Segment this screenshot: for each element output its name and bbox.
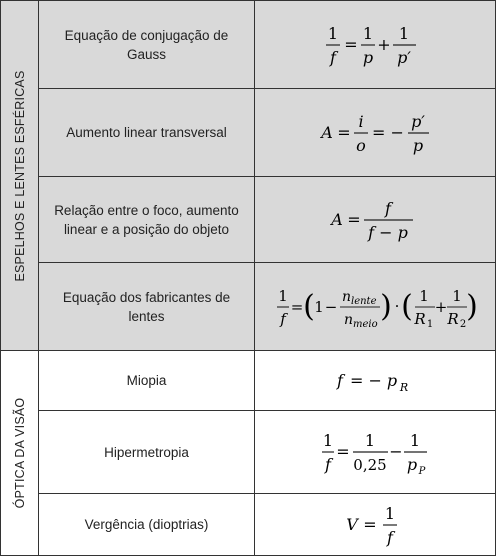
relacao-den: f − p bbox=[368, 222, 408, 242]
miopia-eq: = − bbox=[350, 370, 382, 390]
fab-r1-num: 1 bbox=[419, 286, 429, 305]
hip-lhs-num: 1 bbox=[322, 431, 334, 450]
fab-nlente: n bbox=[342, 288, 352, 305]
verg-den: f bbox=[387, 527, 393, 547]
formula-hipermetropia bbox=[255, 411, 496, 494]
fab-nlente-sub: lente bbox=[351, 295, 377, 307]
fab-eq: = bbox=[290, 297, 304, 316]
gauss-equation bbox=[320, 15, 430, 75]
fab-lhs-den: f bbox=[280, 309, 286, 328]
gauss-t2-den: p′ bbox=[397, 47, 411, 67]
row-description: Equação dos fabricantes de lentes bbox=[39, 263, 255, 351]
aumento-eq1: = bbox=[337, 122, 351, 142]
hip-eq: = bbox=[336, 442, 350, 461]
verg-lhs: V bbox=[346, 514, 358, 534]
hip-minus: − bbox=[389, 442, 403, 461]
relacao-lhs: A bbox=[331, 209, 343, 229]
verg-eq: = bbox=[363, 514, 377, 534]
miopia-lhs: f bbox=[337, 370, 343, 390]
verg-num: 1 bbox=[384, 503, 396, 523]
miopia-equation bbox=[330, 364, 420, 398]
aumento-lhs: A bbox=[321, 122, 333, 142]
table-row bbox=[1, 89, 496, 177]
gauss-eq: = bbox=[344, 34, 358, 54]
hip-t1-den: 0,25 bbox=[353, 456, 387, 474]
fab-minus: − bbox=[324, 297, 338, 316]
miopia-rhs-sub: R bbox=[399, 380, 409, 394]
table-row bbox=[1, 263, 496, 351]
gauss-t1-den: p bbox=[362, 47, 374, 67]
formula-vergencia bbox=[255, 494, 496, 556]
table-row bbox=[1, 351, 496, 411]
group-cell-espelhos bbox=[1, 1, 39, 351]
hipermetropia-equation bbox=[320, 422, 430, 482]
table-row bbox=[1, 177, 496, 263]
formula-aumento bbox=[255, 89, 496, 177]
relacao-eq: = bbox=[347, 209, 361, 229]
group-cell-optica bbox=[1, 351, 39, 556]
relacao-num: f bbox=[385, 198, 391, 218]
row-description: Vergência (dioptrias) bbox=[39, 494, 255, 556]
fab-plus: + bbox=[434, 297, 448, 316]
fab-one: 1 bbox=[314, 297, 324, 316]
group-label-espelhos: ESPELHOS E LENTES ESFÉRICAS bbox=[12, 69, 27, 282]
hip-t2-den: p bbox=[406, 455, 418, 474]
aumento-f2-den: p bbox=[412, 135, 424, 155]
fab-paren-close-1: ) bbox=[380, 288, 392, 324]
gauss-lhs-den: f bbox=[330, 47, 336, 67]
hip-t2-num: 1 bbox=[409, 431, 421, 450]
fab-r2-sub: 2 bbox=[459, 318, 467, 330]
fab-paren-open-1: ( bbox=[303, 288, 315, 324]
formula-fabricantes bbox=[255, 263, 496, 351]
group-label-optica: ÓPTICA DA VISÃO bbox=[12, 397, 27, 509]
formula-gauss bbox=[255, 1, 496, 89]
aumento-eq2: = − bbox=[372, 122, 404, 142]
aumento-f1-num: i bbox=[358, 111, 364, 131]
hip-t2-sub: P bbox=[418, 466, 426, 477]
row-description: Hipermetropia bbox=[39, 411, 255, 494]
aumento-f2-num: p′ bbox=[411, 111, 425, 131]
row-description: Relação entre o foco, aumento linear e a posição do objeto bbox=[39, 177, 255, 263]
gauss-t1-num: 1 bbox=[362, 23, 374, 43]
hip-lhs-den: f bbox=[325, 455, 331, 474]
relacao-equation bbox=[325, 190, 425, 250]
fab-paren-open-2: ( bbox=[401, 288, 413, 324]
fab-nmeio: n bbox=[344, 311, 354, 328]
row-description: Equação de conjugação de Gauss bbox=[39, 1, 255, 89]
aumento-f1-den: o bbox=[356, 135, 366, 155]
formula-miopia bbox=[255, 351, 496, 411]
fab-nmeio-sub: meio bbox=[353, 318, 378, 330]
table-row bbox=[1, 494, 496, 556]
gauss-lhs-num: 1 bbox=[327, 23, 339, 43]
fab-dot: · bbox=[394, 296, 400, 315]
formula-relacao bbox=[255, 177, 496, 263]
fab-paren-close-2: ) bbox=[466, 288, 478, 324]
fab-r2-den: R bbox=[447, 309, 459, 328]
miopia-rhs: p bbox=[386, 370, 398, 390]
fab-r1-sub: 1 bbox=[426, 318, 434, 330]
hip-t1-num: 1 bbox=[364, 431, 376, 450]
fab-r1-den: R bbox=[414, 309, 426, 328]
aumento-equation bbox=[315, 103, 435, 163]
table-row bbox=[1, 1, 496, 89]
fabricantes-equation bbox=[275, 276, 478, 338]
fab-r2-num: 1 bbox=[452, 286, 462, 305]
fab-lhs-num: 1 bbox=[278, 286, 288, 305]
table-row bbox=[1, 411, 496, 494]
row-description: Aumento linear transversal bbox=[39, 89, 255, 177]
row-description: Miopia bbox=[39, 351, 255, 411]
gauss-plus: + bbox=[377, 34, 391, 54]
gauss-t2-num: 1 bbox=[398, 23, 410, 43]
vergencia-equation bbox=[340, 497, 410, 553]
